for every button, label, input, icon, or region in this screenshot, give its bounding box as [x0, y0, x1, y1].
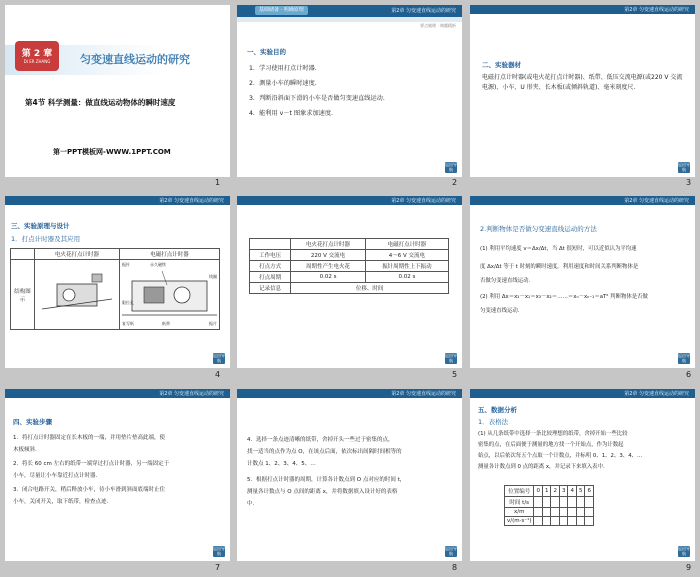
header-chip: 基础储备 · 明确原理 — [255, 6, 308, 15]
table-header: 电磁打点计时器 — [365, 239, 448, 250]
slide-header — [5, 389, 230, 398]
timer-structure-table — [10, 248, 220, 330]
table-cell: 0.02 s — [365, 272, 448, 283]
table-header: 0 — [534, 486, 543, 497]
chapter-title: 匀变速直线运动的研究 — [80, 53, 190, 66]
table-cell: 打点方式 — [250, 261, 291, 272]
section-heading: 四、实验步骤 — [13, 418, 52, 426]
slide-number-2: 2 — [452, 178, 458, 187]
table-cell: 记录信息 — [250, 283, 291, 294]
section-heading: 一、实验目的 — [247, 48, 286, 56]
slide-header — [237, 196, 462, 205]
section-heading: 二、实验器材 — [482, 61, 521, 69]
header-chapter: 第2章 匀变速直线运动的研究 — [391, 8, 456, 14]
spark-timer-diagram — [35, 260, 120, 330]
slide-6[interactable] — [470, 196, 695, 368]
table-header: 2 — [551, 486, 560, 497]
table-cell — [568, 508, 577, 517]
list-item: 3．判断沿斜面下滑的小车是否做匀变速直线运动. — [249, 95, 385, 102]
table-header: 1 — [542, 486, 551, 497]
table-cell — [542, 508, 551, 517]
table-cell — [551, 517, 560, 526]
table-cell — [551, 497, 560, 508]
slide-1[interactable] — [5, 5, 230, 177]
table-cell — [576, 508, 585, 517]
table-cell — [576, 497, 585, 508]
diagram-label: 纸带 — [162, 321, 170, 326]
header-chapter: 第2章 匀变速直线运动的研究 — [159, 391, 224, 397]
row-label: x/m — [505, 508, 534, 517]
table-header: 电磁打点计时器 — [120, 249, 220, 260]
paragraph: 电磁打点计时器(或电火花打点计时器)、纸带、低压交流电源(或220 V 交流电源)、小车、U 形夹、长木板(或倾斜轨道)、毫米刻度尺. — [482, 74, 683, 91]
text-line: 匀变速直线运动. — [480, 308, 520, 314]
section-heading: 三、实验原理与设计 — [11, 222, 70, 230]
row-label: 位置编号 — [505, 486, 534, 497]
slide-4[interactable] — [5, 196, 230, 368]
diagram-label: 复写纸 — [122, 321, 134, 326]
table-cell — [576, 517, 585, 526]
slide-number-4: 4 — [215, 370, 221, 379]
table-cell — [559, 508, 568, 517]
table-cell: 位移、时间 — [291, 283, 449, 294]
row-label: 结构图示 — [11, 260, 35, 330]
table-header: 5 — [576, 486, 585, 497]
text-line: 度 Δx/Δt 等于 t 时刻的瞬时速度。利用速度和时间关系判断物体是 — [480, 264, 639, 270]
return-button[interactable]: 返回导航 — [678, 546, 690, 556]
section-title: 第4节 科学测量：做直线运动物体的瞬时速度 — [25, 98, 176, 107]
slide-header — [470, 5, 695, 14]
subsection-heading: 1．表格法 — [478, 418, 509, 426]
table-cell: 周期性产生电火花 — [291, 261, 366, 272]
text-line: 5．根据打点计时器的周期，计算各计数点到 O 点对应的时间 t， — [247, 477, 406, 483]
table-cell — [559, 497, 568, 508]
slide-5[interactable] — [237, 196, 462, 368]
text-line: 木板倾斜. — [13, 447, 37, 453]
table-cell: 4～6 V 交流电 — [365, 250, 448, 261]
header-chapter: 第2章 匀变速直线运动的研究 — [391, 198, 456, 204]
table-header — [250, 239, 291, 250]
slide-7[interactable] — [5, 389, 230, 561]
table-cell — [534, 497, 543, 508]
slide-number-8: 8 — [452, 563, 458, 572]
table-header: 6 — [585, 486, 594, 497]
table-cell — [551, 508, 560, 517]
text-line: 3．闭合电路开关，稍后释放小车，待小车滑到斜面底端时止住 — [13, 487, 166, 493]
data-table — [504, 485, 594, 526]
slide-header — [237, 5, 462, 17]
text-line: (1) 利用平均速度 v＝Δx/Δt，当 Δt 很短时，可以近似认为平均速 — [480, 246, 637, 252]
timer-comparison-table — [249, 238, 449, 294]
text-line: 测量各计数点到 0 点的距离 x，并记录下来填入表中. — [478, 464, 605, 470]
text-line: 4．选择一条点迹清晰的纸带，舍掉开头一些过于密集的点， — [247, 437, 394, 443]
text-line: 中. — [247, 501, 255, 507]
table-cell — [534, 508, 543, 517]
table-cell: 0.02 s — [291, 272, 366, 283]
slide-8[interactable] — [237, 389, 462, 561]
header-chapter: 第2章 匀变速直线运动的研究 — [391, 391, 456, 397]
header-chapter: 第2章 匀变速直线运动的研究 — [624, 198, 689, 204]
slide-number-1: 1 — [215, 178, 221, 187]
table-header: 3 — [559, 486, 568, 497]
header-subbar — [237, 17, 462, 22]
table-cell: 打点周期 — [250, 272, 291, 283]
chapter-badge-text: 第 2 章 — [21, 49, 53, 59]
diagram-label: 限位孔 — [122, 300, 134, 305]
electromagnetic-timer-diagram — [120, 260, 220, 330]
return-button[interactable]: 返回导航 — [445, 546, 457, 556]
table-cell: 220 V 交流电 — [291, 250, 366, 261]
slide-header — [470, 196, 695, 205]
table-cell — [11, 249, 35, 260]
diagram-label: 线圈 — [209, 274, 217, 279]
slide-number-7: 7 — [215, 563, 221, 572]
table-cell — [585, 508, 594, 517]
table-cell — [542, 497, 551, 508]
table-cell — [585, 497, 594, 508]
table-header: 4 — [568, 486, 577, 497]
diagram-label: 永久磁铁 — [150, 262, 166, 267]
chapter-badge-sub: DI ER ZHANG — [23, 59, 51, 64]
text-line: 小车，尽量让小车靠近打点计时器. — [13, 473, 98, 479]
row-label: 时间 t/s — [505, 497, 534, 508]
slide-3[interactable] — [470, 5, 695, 177]
table-cell: 工作电压 — [250, 250, 291, 261]
table-cell — [585, 517, 594, 526]
text-line: (1) 从几条纸带中选择一条比较理想的纸带，舍掉开始一些比较 — [478, 431, 628, 437]
diagram-label: 振片 — [209, 321, 217, 326]
header-sub-text: 要点梳理 · 典题精析 — [420, 23, 456, 28]
return-button[interactable]: 返回导航 — [213, 546, 225, 556]
text-line: 否做匀变速直线运动. — [480, 278, 531, 284]
slide-number-6: 6 — [686, 370, 692, 379]
table-cell — [568, 497, 577, 508]
table-cell — [542, 517, 551, 526]
text-line: 找一适当的点作为点 O，在该点后面，依次标出间隔时间相等的 — [247, 449, 402, 455]
slide-header — [470, 389, 695, 398]
table-cell — [534, 517, 543, 526]
slide-number-3: 3 — [686, 178, 692, 187]
header-chapter: 第2章 匀变速直线运动的研究 — [159, 198, 224, 204]
electromagnetic-timer-drawing — [122, 263, 217, 325]
subsection-heading: 2.判断物体是否做匀变速直线运动的方法 — [480, 225, 597, 233]
return-button[interactable]: 返回导航 — [678, 353, 690, 363]
slide-number-9: 9 — [686, 563, 692, 572]
header-chapter: 第2章 匀变速直线运动的研究 — [624, 7, 689, 13]
text-line: 密集的点，在后面便于测量的地方找一个开始点，作为计数起 — [478, 442, 624, 448]
table-cell — [568, 517, 577, 526]
text-line: 测量各计数点与 O 点间的距离 x，并将数据填入设计好的表格 — [247, 489, 398, 495]
slide-2[interactable] — [237, 5, 462, 177]
text-line: (2) 利用 Δx＝x₂－x₁＝x₃－x₂＝……＝xₙ－xₙ₋₁＝aT² 判断物体是否做 — [480, 294, 648, 300]
text-line: 1．将打点计时器固定在长木板的一端，并用垫片垫高此端，使 — [13, 435, 166, 441]
subsection-heading: 1．打点计时器及其应用 — [11, 235, 81, 243]
table-header: 电火花打点计时器 — [35, 249, 120, 260]
section-heading: 五、数据分析 — [478, 406, 517, 414]
text-line: 小车，关闭开关，取下纸带，检查点迹. — [13, 499, 109, 505]
slide-number-5: 5 — [452, 370, 458, 379]
return-button[interactable]: 返回导航 — [445, 162, 457, 172]
text-line: 始点，以后依次每五个点取一个计数点，并标明 0、1、2、3、4、… — [478, 453, 643, 459]
footer-watermark: 第一PPT模板网-WWW.1PPT.COM — [53, 148, 171, 156]
slide-9[interactable] — [470, 389, 695, 561]
table-header: 电火花打点计时器 — [291, 239, 366, 250]
diagram-label: 振针 — [122, 262, 130, 267]
row-label: v/(m·s⁻¹) — [505, 517, 534, 526]
slide-header — [5, 196, 230, 205]
chapter-badge — [15, 41, 59, 71]
header-chapter: 第2章 匀变速直线运动的研究 — [624, 391, 689, 397]
table-cell — [559, 517, 568, 526]
spark-timer-drawing — [37, 264, 117, 324]
table-cell: 振针周期性上下振动 — [365, 261, 448, 272]
list-item: 1．学习使用打点计时器. — [249, 65, 317, 72]
return-button[interactable]: 返回导航 — [213, 353, 225, 363]
list-item: 4．能利用 v－t 图象求加速度. — [249, 110, 333, 117]
text-line: 2．将长 60 cm 左右的纸带一端穿过打点计时器，另一端固定于 — [13, 461, 170, 467]
slide-header — [237, 389, 462, 398]
return-button[interactable]: 返回导航 — [678, 162, 690, 172]
list-item: 2．测量小车的瞬时速度. — [249, 80, 317, 87]
return-button[interactable]: 返回导航 — [445, 353, 457, 363]
text-line: 计数点 1、2、3、4、5、… — [247, 461, 316, 467]
